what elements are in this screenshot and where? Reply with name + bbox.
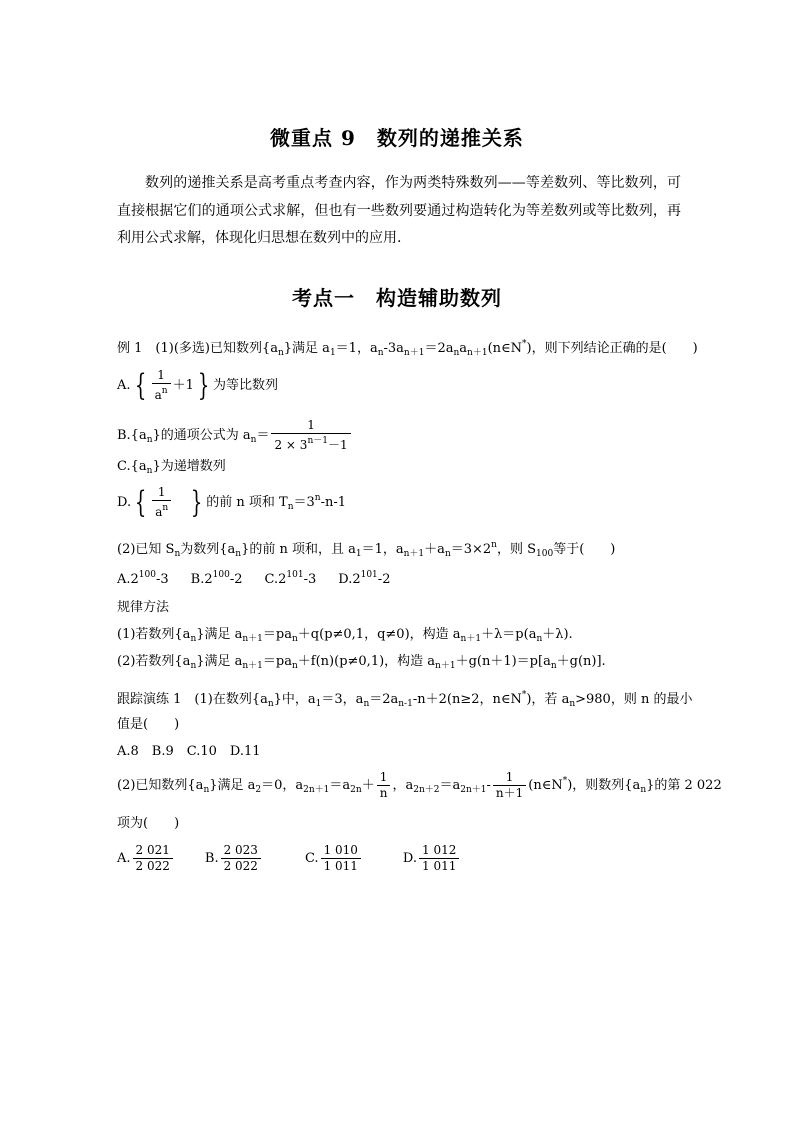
practice-1-question-2-line-2: 项为( ): [117, 816, 180, 831]
method-title: 规律方法: [117, 600, 170, 615]
example-1-question-1: 例 1 (1)(多选)已知数列$\{a_n\}$满足 $a_1=1$，$a_n-3a_{n+1}=2a_na_{n+1}(n\in N^*)$，则下列结论正确的是( ): [117, 339, 698, 358]
example-1-question-2: (2)已知 $S_n$为数列$\{a_n\}$的前 n 项和，且 $a_1=1$，$a_{n+1}+a_n=3\times 2^n$，则 $S_{100}$等于( ): [117, 540, 616, 559]
practice-1-question-1: 跟踪演练 1 (1)在数列$\{a_n\}$中，$a_1=3$，$a_n=2a_{n-1}-n+2(n\ge 2$，n∈N*)，若 $a_n>980$，则 n 的最小: [117, 690, 693, 709]
method-rule-1: (1)若数列$\{a_n\}$满足 $a_{n+1}=pa_n+q(p\ne 0,1$，q≠0)，构造 $a_{n+1}+\lambda=p(a_n+\lambda)$.: [117, 627, 573, 644]
practice-1-question-2: (2)已知数列$\{a_n\}$满足 $a_2=0$，$a_{2n+1}=a_{2n}+$ $\frac{1}{n}$ ，$a_{2n+2}=a_{2n+1}-$ $\frac{1}{n+1}$ (n∈N*)，则数列$\{a_n\}$的第 2 022: [117, 770, 722, 800]
intro-paragraph: 数列的递推关系是高考重点考查内容，作为两类特殊数列——等差数列、等比数列，可直接根据它们的通项公式求解，但也有一些数列要通过构造转化为等差数列或等比数列，再利用公式求解，体现化归思想在数列中的应用.: [117, 175, 681, 246]
option-d: D. { $\frac{1}{a^n}$ } 的前 n 项和 $T_n=3^n-n-1$: [117, 484, 346, 520]
practice-1-question-2-options: A. $\frac{2 021}{2 022}$ B. $\frac{2 023}{2 022}$ C. $\frac{1 010}{1 011}$ D. $\frac{1 012}{1 011}$: [117, 843, 461, 874]
example-1-question-2-options: $A.2^{100}-3$ $B.2^{100}-2$ $C.2^{101}-3$ $D.2^{101}-2$: [117, 570, 391, 587]
page-title: 微重点 9 数列的递推关系: [270, 126, 524, 150]
practice-1-question-1-line-2: 值是( ): [117, 717, 180, 732]
practice-1-question-1-options: A.8 B.9 C.10 D.11: [117, 744, 261, 759]
option-b: $B.\{a_n\}$的通项公式为 $a_n=$ $\frac{1}{2 \times 3^{n-1}-1}$: [117, 418, 353, 453]
option-c: $C.\{a_n\}$为递增数列: [117, 459, 226, 476]
option-a: A. { $\frac{1}{a^n}$ ＋1 } 为等比数列: [117, 367, 278, 403]
method-rule-2: (2)若数列$\{a_n\}$满足 $a_{n+1}=pa_n+f(n)(p\ne 0,1)$，构造 $a_{n+1}+g(n+1)=p[a_n+g(n)]$.: [117, 654, 606, 671]
section-title: 考点一 构造辅助数列: [292, 286, 502, 310]
